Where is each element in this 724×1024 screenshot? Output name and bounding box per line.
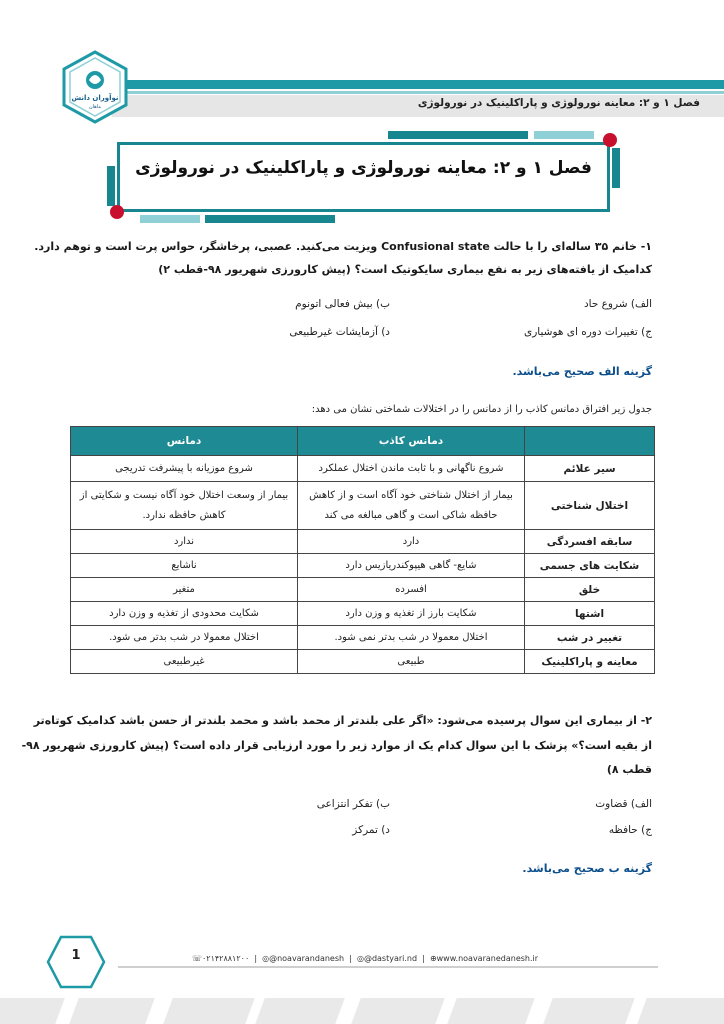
table-cell: ناشایع (71, 554, 298, 578)
header-teal-bar (112, 80, 724, 89)
instagram-icon: ◎ (262, 954, 270, 963)
q1-answer: گزینه الف صحیح می‌باشد. (512, 365, 652, 378)
q1-option-b: ب) بیش فعالی اتونوم (295, 298, 390, 310)
svg-text:ماهان: ماهان (88, 104, 102, 110)
header-light-bar (112, 91, 724, 94)
table-cell: متغیر (71, 578, 298, 602)
running-title: فصل ۱ و ۲: معاینه نورولوژی و پاراکلینیک در نورولوژی (417, 97, 700, 109)
table-row (71, 554, 655, 578)
table-row (71, 602, 655, 626)
banner-deco-right (612, 148, 620, 188)
publisher-logo (58, 50, 132, 124)
instagram-icon: ◎ (356, 954, 364, 963)
q1-option-a: الف) شروع حاد (583, 298, 652, 310)
table-cell: بیمار از اختلال شناختی خود آگاه است و از کاهش حافظه شاکی است و گاهی مبالغه می کند (298, 482, 525, 530)
table-cell: شکایت بارز از تغذیه و وزن دارد (298, 602, 525, 626)
table-cell: دارد (298, 530, 525, 554)
row-header-cell: اشتها (525, 602, 655, 626)
banner-deco-top (388, 131, 528, 139)
banner-deco-bottom-small (140, 215, 200, 223)
table-row (71, 650, 655, 674)
q2-option-b: ب) تفکر انتزاعی (316, 798, 390, 810)
q2-line2: از بقیه است؟» پزشک با این سوال کدام یک از موارد زیر را مورد ارزیابی قرار داده است؟ (پیش کارورزی شهریور ۹۸- (21, 739, 652, 752)
q2-option-c: ج) حافظه (608, 824, 652, 836)
row-header-cell: سابقه افسردگی (525, 530, 655, 554)
q2-line1: ۲- از بیماری این سوال پرسیده می‌شود: «اگر علی بلندتر از محمد باشد و محمد بلندتر از حسن باشد کدامیک کوتاه‌تر (33, 714, 652, 727)
table-header-row (71, 427, 655, 456)
table-cell: بیمار از وسعت اختلال خود آگاه نیست و شکایتی از کاهش حافظه ندارد. (71, 482, 298, 530)
q2-answer: گزینه ب صحیح می‌باشد. (522, 862, 652, 875)
q2-line3: قطب ۸) (606, 763, 652, 776)
q1-line2: کدامیک از یافته‌های زیر به نفع بیماری سایکوتیک است؟ (پیش کارورزی شهریور ۹۸-قطب ۲) (158, 263, 652, 276)
table-row (71, 482, 655, 530)
banner-deco-top-small (534, 131, 594, 139)
footer-instagram-1: @noavarandanesh (269, 954, 345, 963)
table-row (71, 626, 655, 650)
banner-dot-top-right (603, 133, 617, 147)
table-header-cell: دمانس (71, 427, 298, 456)
table-cell: شایع- گاهی هیپوکندریازیس دارد (298, 554, 525, 578)
footer-contact-info: ☏۰۲۱۴۲۸۸۱۲۰۰ | ◎@noavarandanesh | ◎@dastyari.nd | ⊕www.noavaranedanesh.ir (191, 954, 539, 963)
q1-line1: ۱- خانم ۳۵ ساله‌ای را با حالت Confusional state ویزیت می‌کنید. عصبی، پرخاشگر، حواس پرت است و توهم دارد. (34, 240, 652, 253)
table-row (71, 578, 655, 602)
row-header-cell: خلق (525, 578, 655, 602)
banner-deco-bottom (205, 215, 335, 223)
globe-icon: ⊕ (429, 954, 437, 963)
banner-deco-left (107, 166, 115, 206)
table-cell: افسرده (298, 578, 525, 602)
table-cell: اختلال معمولا در شب بدتر نمی شود. (298, 626, 525, 650)
chapter-title: فصل ۱ و ۲: معاینه نورولوژی و پاراکلینیک در نورولوژی (135, 158, 592, 178)
row-header-cell: سیر علائم (525, 456, 655, 482)
bottom-decorative-band (0, 998, 724, 1024)
table-cell: اختلال معمولا در شب بدتر می شود. (71, 626, 298, 650)
footer-website[interactable]: www.noavaranedanesh.ir (436, 954, 539, 963)
footer-phone: ۰۲۱۴۲۸۸۱۲۰۰ (201, 954, 250, 963)
footer-instagram-2: @dastyari.nd (363, 954, 418, 963)
table-cell: شروع موزیانه با پیشرفت تدریجی (71, 456, 298, 482)
table-header-cell (525, 427, 655, 456)
q1-option-c: ج) تغییرات دوره ای هوشیاری (523, 326, 652, 338)
table-cell: طبیعی (298, 650, 525, 674)
table-row (71, 530, 655, 554)
svg-text:نوآوران دانش: نوآوران دانش (71, 94, 119, 102)
q2-option-d: د) تمرکز (352, 824, 390, 836)
table-cell: شروع ناگهانی و با ثابت ماندن اختلال عملکرد (298, 456, 525, 482)
phone-icon: ☏ (191, 954, 202, 963)
comparison-table (70, 426, 655, 674)
table-intro: جدول زیر افتراق دمانس کاذب را از دمانس را در اختلالات شماختی نشان می دهد: (311, 404, 652, 415)
q2-option-a: الف) قضاوت (595, 798, 652, 810)
q1-option-d: د) آزمایشات غیرطبیعی (289, 326, 390, 338)
banner-dot-bottom-left (110, 205, 124, 219)
row-header-cell: تغییر در شب (525, 626, 655, 650)
table-row (71, 456, 655, 482)
row-header-cell: معاینه و پاراکلینیک (525, 650, 655, 674)
table-cell: غیرطبیعی (71, 650, 298, 674)
row-header-cell: اختلال شناختی (525, 482, 655, 530)
page-number: 1 (71, 948, 81, 963)
table-header-cell: دمانس کاذب (298, 427, 525, 456)
row-header-cell: شکایت های جسمی (525, 554, 655, 578)
table-cell: شکایت محدودی از تغذیه و وزن دارد (71, 602, 298, 626)
footer-divider (118, 966, 658, 968)
table-cell: ندارد (71, 530, 298, 554)
